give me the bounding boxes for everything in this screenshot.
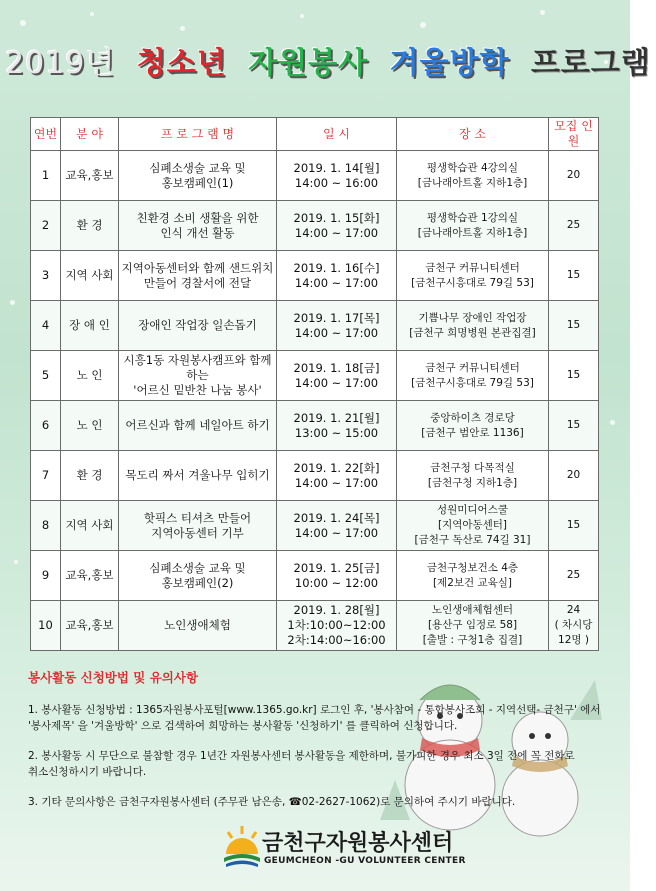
cell-date: 2019. 1. 21[월] 13:00 ~ 15:00 <box>277 401 397 451</box>
cell-field: 노 인 <box>61 401 119 451</box>
note-item-3: 3. 기타 문의사항은 금천구자원봉사센터 (주무관 남은송, ☎02-2627-1062)로 문의하여 주시기 바랍니다. <box>28 796 516 808</box>
cell-count: 15 <box>549 501 599 551</box>
cell-field: 지역 사회 <box>61 251 119 301</box>
cell-program-name: 노인생애체험 <box>119 601 277 651</box>
cell-count: 20 <box>549 151 599 201</box>
cell-no: 6 <box>31 401 61 451</box>
cell-no: 3 <box>31 251 61 301</box>
page-title <box>0 38 651 82</box>
cell-field: 환 경 <box>61 201 119 251</box>
cell-date: 2019. 1. 22[화] 14:00 ~ 17:00 <box>277 451 397 501</box>
notes-section <box>28 668 608 824</box>
table-row <box>31 501 599 551</box>
table-row <box>31 551 599 601</box>
title-word-youth: 청소년 <box>136 46 227 81</box>
cell-date: 2019. 1. 24[목] 14:00 ~ 17:00 <box>277 501 397 551</box>
col-header-name: 프 로 그 램 명 <box>119 118 277 151</box>
cell-field: 노 인 <box>61 351 119 401</box>
cell-program-name: 목도리 짜서 겨울나무 입히기 <box>119 451 277 501</box>
program-table <box>30 117 599 651</box>
cell-no: 9 <box>31 551 61 601</box>
table-row <box>31 401 599 451</box>
cell-field: 환 경 <box>61 451 119 501</box>
cell-place: 평생학습관 4강의실 [금나래아트홀 지하1층] <box>397 151 549 201</box>
cell-no: 1 <box>31 151 61 201</box>
col-header-date: 일 시 <box>277 118 397 151</box>
snow-dot <box>180 26 185 31</box>
cell-date: 2019. 1. 18[금] 14:00 ~ 17:00 <box>277 351 397 401</box>
notes-heading: 봉사활동 신청방법 및 유의사항 <box>28 670 199 685</box>
cell-count: 25 <box>549 551 599 601</box>
title-word-winter: 겨울방학 <box>389 46 510 81</box>
cell-no: 5 <box>31 351 61 401</box>
cell-count: 15 <box>549 351 599 401</box>
cell-field: 교육,홍보 <box>61 151 119 201</box>
cell-program-name: 심폐소생술 교육 및 홍보캠페인(1) <box>119 151 277 201</box>
cell-date: 2019. 1. 14[월] 14:00 ~ 16:00 <box>277 151 397 201</box>
cell-place: 금천구 커뮤니티센터 [금천구시흥대로 79길 53] <box>397 251 549 301</box>
table-row <box>31 201 599 251</box>
cell-no: 7 <box>31 451 61 501</box>
cell-place: 금천구청 다목적실 [금천구청 지하1층] <box>397 451 549 501</box>
snow-dot <box>90 12 94 16</box>
cell-count: 15 <box>549 251 599 301</box>
cell-program-name: 어르신과 함께 네일아트 하기 <box>119 401 277 451</box>
sun-logo-icon <box>222 824 262 868</box>
cell-program-name: 장애인 작업장 일손돕기 <box>119 301 277 351</box>
col-header-place: 장 소 <box>397 118 549 151</box>
cell-count: 20 <box>549 451 599 501</box>
cell-no: 4 <box>31 301 61 351</box>
col-header-no: 연번 <box>31 118 61 151</box>
cell-date: 2019. 1. 16[수] 14:00 ~ 17:00 <box>277 251 397 301</box>
col-header-count: 모집 인원 <box>549 118 599 151</box>
title-year: 2019년 <box>5 46 116 81</box>
cell-place: 금천구청보건소 4층 [제2보건 교육실] <box>397 551 549 601</box>
center-name-english: GEUMCHEON -GU VOLUNTEER CENTER <box>264 856 466 866</box>
cell-place: 노인생애체험센터 [용산구 임정로 58] [출발 : 구청1층 집결] <box>397 601 549 651</box>
cell-program-name: 지역아동센터와 함께 샌드위치 만들어 경찰서에 전달 <box>119 251 277 301</box>
cell-no: 2 <box>31 201 61 251</box>
cell-date: 2019. 1. 17[목] 14:00 ~ 17:00 <box>277 301 397 351</box>
snow-dot <box>540 10 545 15</box>
table-row <box>31 451 599 501</box>
cell-field: 지역 사회 <box>61 501 119 551</box>
table-header-row <box>31 118 599 151</box>
cell-field: 교육,홍보 <box>61 601 119 651</box>
cell-date: 2019. 1. 28[월] 1차:10:00~12:00 2차:14:00~16:00 <box>277 601 397 651</box>
cell-program-name: 친환경 소비 생활을 위한 인식 개선 활동 <box>119 201 277 251</box>
title-word-program: 프로그램 <box>530 46 651 81</box>
title-word-volunteer: 자원봉사 <box>248 46 369 81</box>
cell-place: 기쁨나무 장애인 작업장 [금천구 희명병원 본관집결] <box>397 301 549 351</box>
center-name: 금천구자원봉사센터 <box>262 831 454 856</box>
cell-place: 금천구 커뮤니티센터 [금천구시흥대로 79길 53] <box>397 351 549 401</box>
snow-dot <box>610 420 615 425</box>
cell-count: 25 <box>549 201 599 251</box>
snow-dot <box>20 20 26 26</box>
cell-field: 교육,홍보 <box>61 551 119 601</box>
cell-place: 성원미디어스쿨 [지역아동센터] [금천구 독산로 74길 31] <box>397 501 549 551</box>
table-row <box>31 301 599 351</box>
table-row <box>31 601 599 651</box>
snow-dot <box>300 14 304 18</box>
cell-no: 8 <box>31 501 61 551</box>
table-row <box>31 251 599 301</box>
cell-program-name: 핫픽스 티셔츠 만들어 지역아동센터 기부 <box>119 501 277 551</box>
cell-count: 24 ( 차시당 12명 ) <box>549 601 599 651</box>
cell-field: 장 애 인 <box>61 301 119 351</box>
cell-program-name: 심폐소생술 교육 및 홍보캠페인(2) <box>119 551 277 601</box>
note-item-1: 1. 봉사활동 신청방법 : 1365자원봉사포털[www.1365.go.kr] 로그인 후, '봉사참여 - 통합봉사조회 - 지역선택- 금천구' 에서 '봉사제목' 을 '겨울방학' 으로 검색하여 희망하는 봉사활동 '신청하기' 를 클릭하여 신청합니다. <box>28 704 601 732</box>
snow-dot <box>10 300 15 305</box>
cell-date: 2019. 1. 15[화] 14:00 ~ 17:00 <box>277 201 397 251</box>
snow-dot <box>14 560 18 564</box>
cell-place: 평생학습관 1강의실 [금나래아트홀 지하1층] <box>397 201 549 251</box>
cell-count: 15 <box>549 301 599 351</box>
cell-place: 중앙하이츠 경로당 [금천구 범안로 1136] <box>397 401 549 451</box>
cell-count: 15 <box>549 401 599 451</box>
cell-program-name: 시흥1동 자원봉사캠프와 함께하는 '어르신 밑반찬 나눔 봉사' <box>119 351 277 401</box>
cell-date: 2019. 1. 25[금] 10:00 ~ 12:00 <box>277 551 397 601</box>
snow-dot <box>420 22 426 28</box>
table-row <box>31 351 599 401</box>
note-item-2: 2. 봉사활동 시 무단으로 불참할 경우 1년간 자원봉사센터 봉사활동을 제한하며, 불가피한 경우 최소 3일 전에 꼭 전화로 취소신청하시기 바랍니다. <box>28 750 575 778</box>
table-row <box>31 151 599 201</box>
footer-logo <box>222 822 482 882</box>
col-header-field: 분 야 <box>61 118 119 151</box>
cell-no: 10 <box>31 601 61 651</box>
